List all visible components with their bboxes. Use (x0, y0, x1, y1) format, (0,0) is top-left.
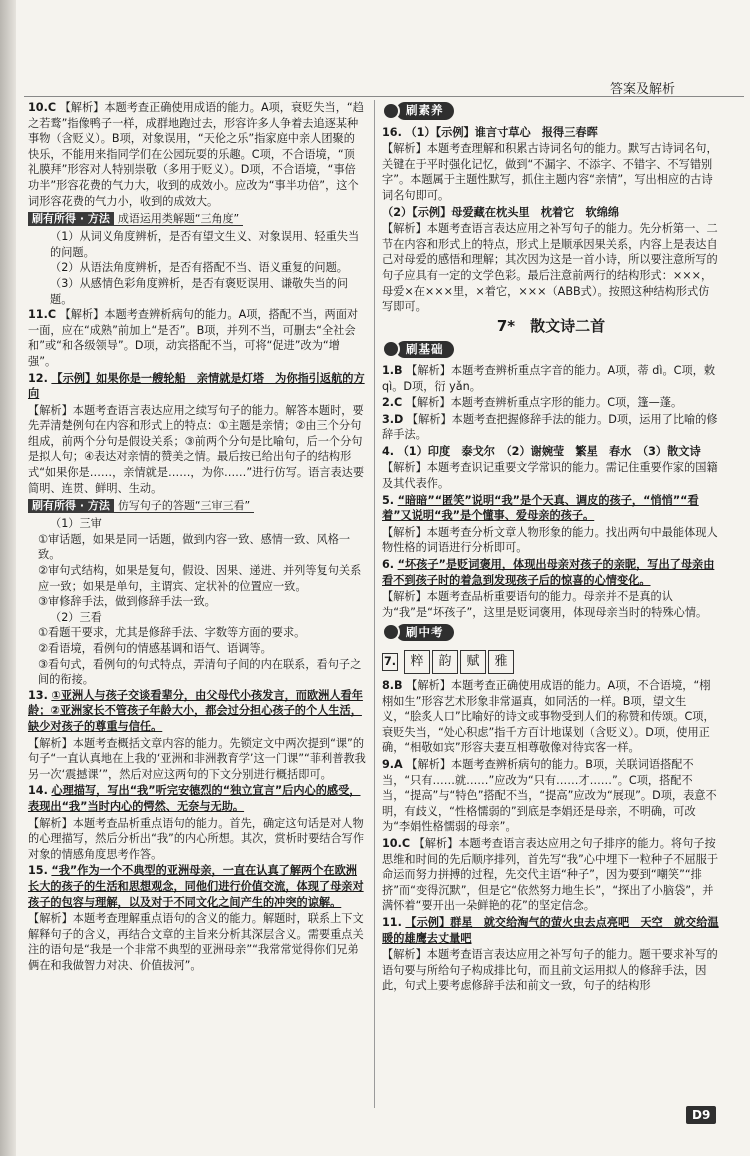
book-binding (0, 0, 16, 1156)
q16-answer-2: （2）【示例】母爱藏在枕头里 枕着它 软绵绵 (382, 205, 620, 219)
q6-analysis: 【解析】本题考查品析重要语句的能力。母亲并不是真的认为“我”是“坏孩子”，这里是贬词褒用，体现母亲当时的特殊心情。 (382, 590, 708, 619)
method2-item: ①审话题，如果是同一话题，做到内容一致、感情一致、风格一致。 (38, 532, 351, 562)
q9-text: 【解析】本题考查辨析病句的能力。B项，关联词语搭配不当，“只有……就……”应改为“只有……才……”。C项，搭配不当，“提高”与“特色”搭配不当，“提高”应改为“展现”。D项，表意不明，有歧义，“性格懦弱的”到底是李娟还是母亲，不明确，可改为“李娟性格懦弱的母亲”。 (382, 757, 717, 834)
q7-tile: 韵 (432, 650, 458, 674)
q9 (382, 757, 720, 835)
q3-text: 【解析】本题考查把握修辞手法的能力。D项，运用了比喻的修辞手法。 (382, 412, 718, 442)
badge-exam-label: 刷中考 (396, 624, 454, 642)
q16-number: 16. (382, 125, 402, 139)
q13-left-answer: ①亚洲人与孩子交谈看辈分，由父母代小孩发言，而欧洲人看年龄；②亚洲家长不管孩子年龄大小，都会过分担心孩子的个人生活，缺少对孩子的尊重与信任。 (28, 688, 363, 733)
q8 (382, 678, 720, 756)
q12-left (28, 371, 366, 402)
q6-number: 6. (382, 558, 395, 572)
q10-left-number: 10.C (28, 101, 57, 114)
q4 (382, 444, 720, 460)
q8-text: 【解析】本题考查正确使用成语的能力。A项，不合语境，“栩栩如生”形容艺术形象非常逼真，如同活的一样。B项，望文生义，“脍炙人口”比喻好的诗文或事物受到人们的称赞和传颂。C项，衰贬失当，“处心积虑”指千方百计地谋划（含贬义）。D项，使用正确，“相敬如宾”形容夫妻互相尊敬像对待宾客一样。 (382, 679, 715, 755)
q2-text: 【解析】本题考查辨析重点字形的能力。C项，篷—蓬。 (405, 396, 683, 410)
q10-left (28, 100, 366, 209)
q7-tile: 赋 (460, 650, 486, 674)
q11-left-number: 11.C (28, 308, 57, 322)
badge-literacy (382, 102, 454, 120)
q16-analysis-2: 【解析】本题考查语言表达应用之补写句子的能力。先分析第一、二节在内容和形式上的特点，形式上是顺承因果关系，内容上是表达自己对母爱的感悟和理解；其次因为这是一首小诗，所以要注意所写的句子应具有一定的文学色彩。最后注意前两行的结构形式：×××，母爱×在×××里，×着它，×××（ABB式）。按照这种结构形式仿写即可。 (382, 222, 718, 314)
q14-left-number: 14. (28, 784, 48, 798)
q7-tile: 粹 (404, 650, 430, 674)
method-title-2: 仿写句子的答题“三审三看” (114, 499, 254, 513)
badge-basics (382, 340, 454, 358)
method-tag-1: 刷有所得 · 方法 (28, 212, 114, 226)
q12-left-number: 12. (28, 371, 48, 385)
method2-item: ③看句式，看例句的句式特点，弄清句子间的内在联系，看句子之间的衔接。 (38, 657, 362, 687)
q10-right (382, 836, 720, 914)
q7-number: 7. (382, 653, 398, 671)
q13-left (28, 688, 366, 735)
q15-left-answer: “我”作为一个不典型的亚洲母亲，一直在认真了解两个在欧洲长大的孩子的生活和思想观念，同他们进行价值交流，体现了母亲对孩子的包容与理解，以及对于不同文化之间产生的冲突的谅解。 (28, 864, 364, 909)
q9-number: 9.A (382, 757, 403, 771)
q12-left-answer: 【示例】如果你是一艘轮船 亲情就是灯塔 为你指引返航的方向 (28, 371, 365, 401)
q13-left-analysis: 【解析】本题考查概括文章内容的能力。先锁定文中两次提到“课”的句子“一直认真地在上我的‘亚洲和非洲教育学’这一门课”“菲利普教我另一次‘震撼课’”，然后对应这两句的下文分别进行概括即可。 (28, 736, 366, 781)
brush-icon (382, 340, 400, 358)
method-title-1: 成语运用类解题“三角度” (114, 212, 243, 226)
brush-icon (382, 102, 400, 120)
method2-item: ②看语境，看例句的情感基调和语气、语调等。 (38, 642, 272, 655)
q14-left-analysis: 【解析】本题考查品析重点语句的能力。首先，确定这句话是对人物的心理描写，然后分析出“我”的内心所想。其次，赏析时要结合写作对象的情感角度思考作答。 (28, 816, 365, 861)
q16-analysis-1: 【解析】本题考查理解和积累古诗词名句的能力。默写古诗词名句，关键在于平时强化记忆，做到“不漏字、不添字、不错字、不写错别字”。本题属于主题性默写，抓住主题内容“亲情”，写出相应的古诗词名句即可。 (382, 142, 718, 202)
q4-answer: （1）印度 泰戈尔 （2）谢婉莹 繁星 春水 （3）散文诗 (397, 444, 701, 458)
q12-left-analysis: 【解析】本题考查语言表达应用之续写句子的能力。解答本题时，要先弄清楚例句在内容和形式上的特点：①主题是亲情；②由三个分句组成，前两个分句是假设关系；③前两个分句是比喻句，后一个分句是拟人句；④表达对亲情的赞美之情。最后按已给出句子的结构形式“如果你是……，亲情就是……，为你……”进行仿写。语言表达要简明、连贯、鲜明、生动。 (28, 403, 365, 495)
q11-right-number: 11. (382, 915, 402, 929)
q13-left-number: 13. (28, 688, 48, 702)
column-divider (374, 100, 375, 1108)
q11-right-answer: 【示例】群星 就交给淘气的萤火虫去点亮吧 天空 就交给温暖的雄鹰去丈量吧 (382, 915, 719, 945)
q10-right-text: 【解析】本题考查语言表达应用之句子排序的能力。将句子按思维和时间的先后顺序排列，首先写“我”心中埋下一粒种子不屈服于命运而努力拼搏的过程，先交代主语“种子”，因为要到“嘲笑”“排挤”而“变得沉默”，但是它“依然努力地生长”，“探出了小脑袋”，并满怀着“要开出一朵鲜艳的花”的坚定信念。 (382, 836, 719, 913)
q15-left-analysis: 【解析】本题考查理解重点语句的含义的能力。解题时，联系上下文解释句子的含义，再结合文章的主旨来分析其深层含义。需要重点关注的语句是“我是一个非常不典型的亚洲母亲”“我常常觉得你们兄弟俩在和我做智力对决、价值拔河”。 (28, 912, 364, 972)
left-column (28, 100, 366, 974)
q10-right-number: 10.C (382, 836, 411, 850)
q11-right-analysis: 【解析】本题考查语言表达应用之补写句子的能力。题干要求补写的语句要与所给句子构成排比句，而且前文运用拟人的修辞手法，因此，句式上要考虑修辞手法和前文一致，句子的结构形 (382, 948, 718, 993)
q1-number: 1.B (382, 363, 403, 377)
q1-text: 【解析】本题考查辨析重点字音的能力。A项，蒂 dì。C项，敕 qì。D项，衍 yǎn。 (382, 363, 716, 393)
q8-number: 8.B (382, 679, 403, 692)
header-rule (24, 96, 744, 97)
q4-number: 4. (382, 444, 395, 458)
q16-answer-1: （1）【示例】谁言寸草心 报得三春晖 (405, 125, 598, 139)
brush-icon (382, 623, 400, 641)
badge-exam (382, 623, 454, 641)
q4-analysis: 【解析】本题考查识记重要文学常识的能力。需记住重要作家的国籍及其代表作。 (382, 461, 718, 491)
method2-item: ③审修辞手法，做到修辞手法一致。 (38, 595, 216, 609)
method1-item: （1）从词义角度辨析，是否有望文生义、对象误用、轻重失当的问题。 (50, 230, 360, 259)
q2 (382, 395, 720, 411)
q5-number: 5. (382, 493, 395, 507)
badge-literacy-label: 刷素养 (396, 102, 454, 120)
method-box-1 (28, 212, 366, 226)
badge-basics-label: 刷基础 (396, 341, 454, 359)
q1 (382, 363, 720, 394)
q5-answer: “暗暗”“匿笑”说明“我”是个天真、调皮的孩子，“悄悄”“看着”又说明“我”是个懂事、爱母亲的孩子。 (382, 493, 699, 523)
q14-left (28, 783, 366, 814)
method1-item: （2）从语法角度辨析，是否有搭配不当、语义重复的问题。 (50, 261, 348, 275)
page-number: D9 (686, 1106, 716, 1124)
lesson-title: 7* 散文诗二首 (496, 316, 606, 335)
q5-analysis: 【解析】本题考查分析文章人物形象的能力。找出两句中最能体现人物性格的词语进行分析即可。 (382, 525, 718, 555)
q5 (382, 493, 720, 524)
q3 (382, 412, 720, 443)
q11-right (382, 915, 720, 946)
method2-item: （2）三看 (50, 610, 102, 624)
method-tag-2: 刷有所得 · 方法 (28, 499, 114, 513)
q7-tiles (382, 650, 720, 674)
q11-left-text: 【解析】本题考查辨析病句的能力。A项，搭配不当，两面对一面，应在“成熟”前加上“是否”。B项，并列不当，可删去“全社会和”或“和各级领导”。D项，动宾搭配不当，可将“促进”改为“增强”。 (28, 308, 359, 368)
method1-item: （3）从感情色彩角度辨析，是否有褒贬误用、谦敬失当的问题。 (50, 276, 348, 306)
q3-number: 3.D (382, 412, 404, 426)
q2-number: 2.C (382, 396, 403, 410)
q15-left-number: 15. (28, 864, 48, 878)
q14-left-answer: 心理描写，写出“我”听完安德烈的“独立宣言”后内心的感受，表现出“我”当时内心的愕然、无奈与无助。 (28, 784, 361, 813)
q10-left-text: 【解析】本题考查正确使用成语的能力。A项，衰贬失当，“趋之若鹜”指像鸭子一样，成群地跑过去，形容许多人争着去追逐某种事物（含贬义）。B项，对象误用，“天伦之乐”指家庭中亲人团聚的快乐，不能用来指同学们在公园玩耍的乐趣。C项，不合语境，“顶礼膜拜”形容对人特别崇敬（多用于贬义）。D项，不合语境，“事倍功半”形容花费的气力大，收到的成效小。应改为“事半功倍”，这个词形容花费的气力小，收到的成效大。 (28, 101, 364, 208)
method-box-2 (28, 499, 366, 513)
q16 (382, 125, 720, 141)
q11-left (28, 307, 366, 369)
method2-item: ②审句式结构，如果是复句，假设、因果、递进、并列等复句关系应一致；如果是单句，主谓宾、定状补的位置应一致。 (38, 564, 362, 593)
q6-answer: “坏孩子”是贬词褒用，体现出母亲对孩子的亲昵，写出了母亲由看不到孩子时的着急到发现孩子后的惊喜的心情变化。 (382, 558, 715, 587)
q7-tile: 雅 (488, 650, 514, 674)
method2-item: ①看题干要求，尤其是修辞手法、字数等方面的要求。 (38, 626, 306, 640)
right-column (382, 100, 720, 995)
q6 (382, 557, 720, 588)
page-header: 答案及解析 (610, 82, 676, 97)
method2-item: （1）三审 (50, 517, 102, 531)
q15-left (28, 863, 366, 910)
